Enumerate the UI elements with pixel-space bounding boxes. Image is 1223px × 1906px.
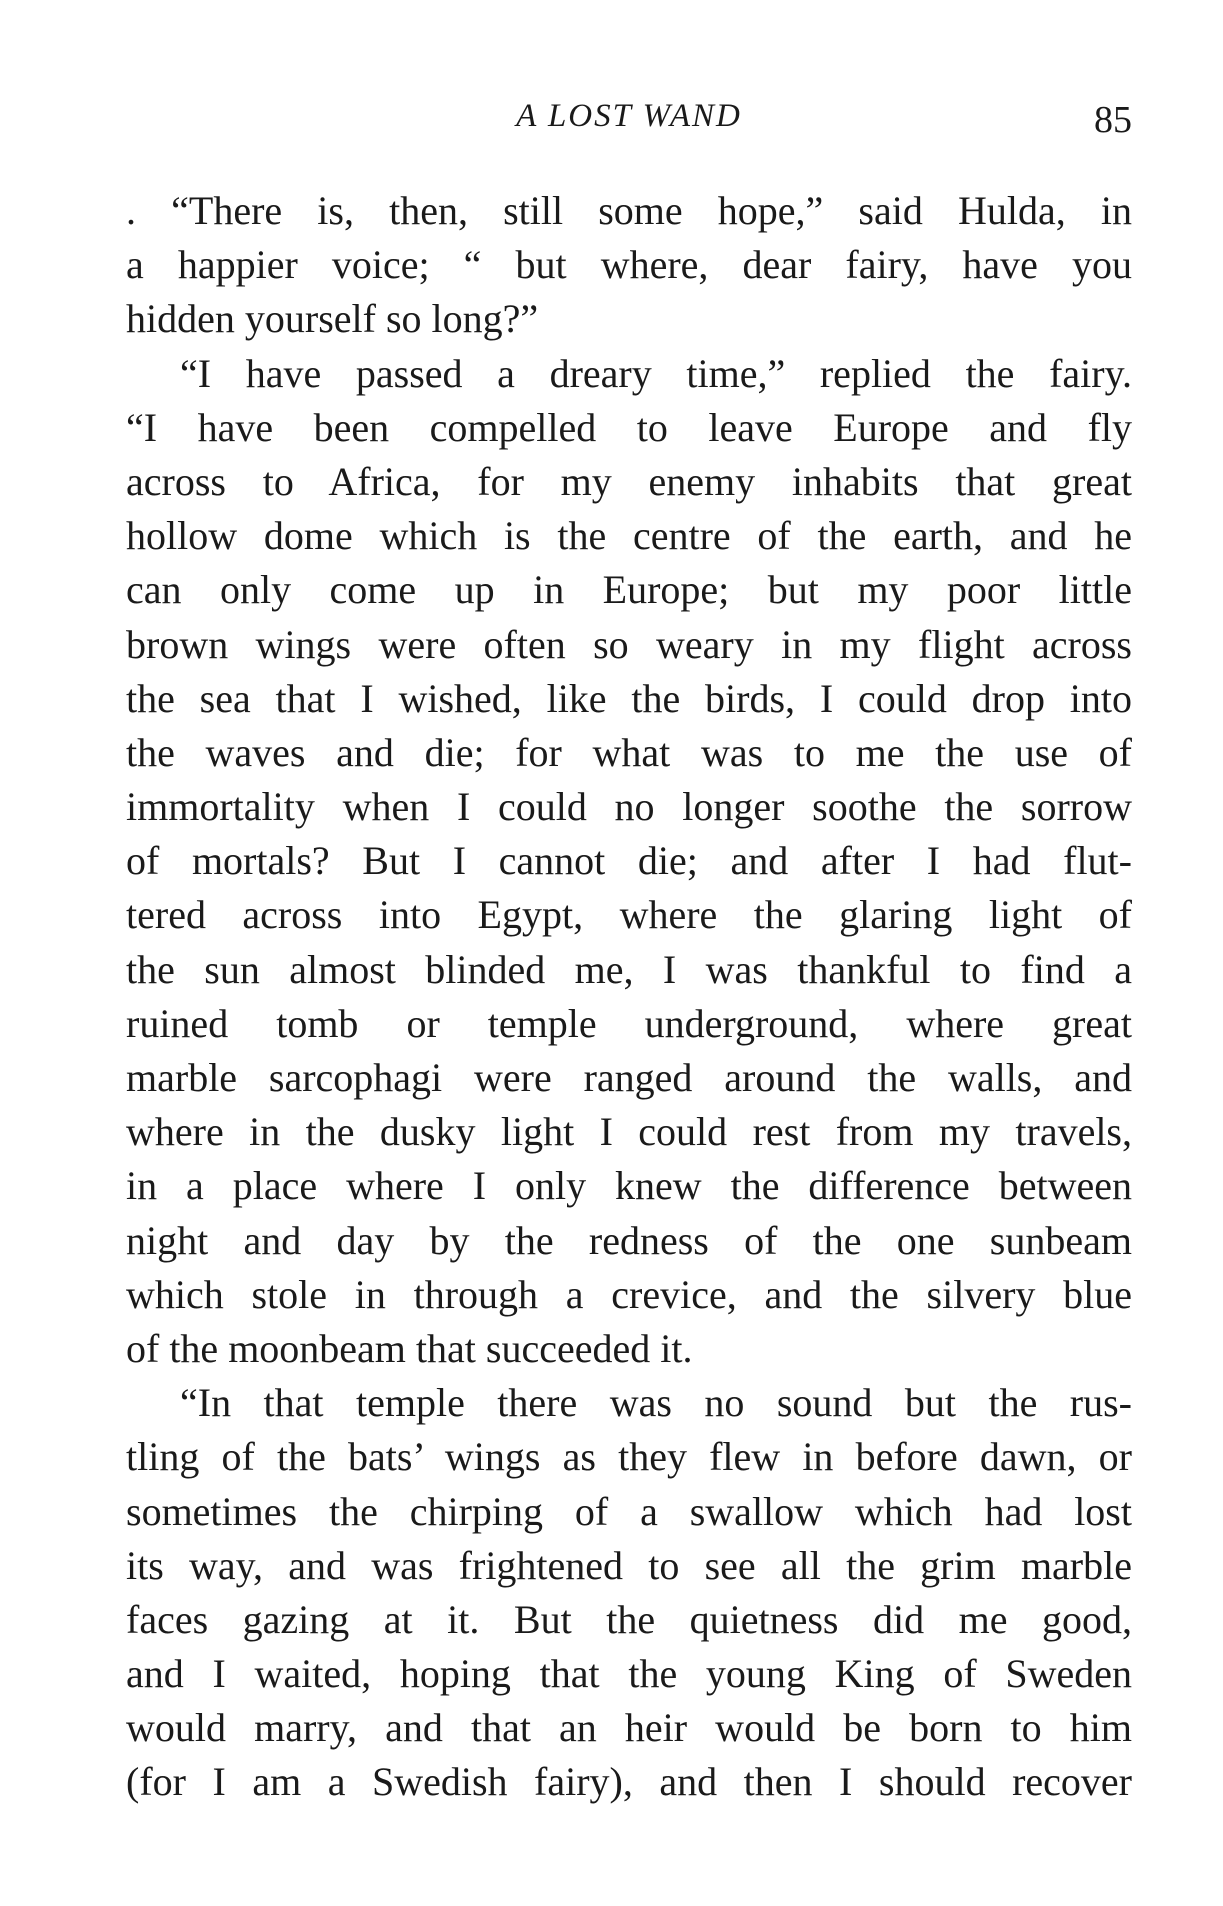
text-line: the waves and die; for what was to me the use of (126, 729, 1132, 775)
text-line: across to Africa, for my enemy inhabits that great (126, 458, 1132, 504)
text-line: . “There is, then, still some hope,” said Hulda, in (126, 188, 1132, 233)
text-line: of mortals? But I cannot die; and after I had flut- (126, 838, 1132, 884)
text-line: immortality when I could no longer soothe the sorrow (126, 784, 1132, 830)
text-line: tered across into Egypt, where the glaring light of (126, 892, 1132, 938)
page-number: 85 (1094, 99, 1132, 141)
text-line: hollow dome which is the centre of the earth, and he (126, 513, 1132, 559)
text-line: where in the dusky light I could rest from my travels, (126, 1109, 1132, 1155)
text-line: “I have been compelled to leave Europe and fly (126, 404, 1132, 450)
text-line: tling of the bats’ wings as they flew in before dawn, or (126, 1434, 1132, 1480)
text-line: and I waited, hoping that the young King of Sweden (126, 1651, 1132, 1697)
text-line: faces gazing at it. But the quietness did me good, (126, 1596, 1132, 1642)
text-line: the sun almost blinded me, I was thankful to find a (126, 946, 1132, 992)
text-line: “In that temple there was no sound but the rus- (180, 1380, 1132, 1426)
text-line: night and day by the redness of the one sunbeam (126, 1217, 1132, 1263)
text-line: in a place where I only knew the difference between (126, 1163, 1132, 1209)
text-line: would marry, and that an heir would be born to him (126, 1705, 1132, 1751)
running-title: A LOST WAND (516, 98, 742, 134)
text-line: “I have passed a dreary time,” replied the fairy. (180, 350, 1132, 396)
text-line: its way, and was frightened to see all the grim marble (126, 1542, 1132, 1588)
text-line: brown wings were often so weary in my flight across (126, 621, 1132, 667)
text-line: marble sarcophagi were ranged around the walls, and (126, 1055, 1132, 1100)
text-line: hidden yourself so long?” (126, 296, 539, 342)
text-line: a happier voice; “ but where, dear fairy, have you (126, 242, 1132, 288)
text-line: which stole in through a crevice, and the silvery blue (126, 1271, 1132, 1317)
body-text (126, 184, 1132, 1810)
text-line: (for I am a Swedish fairy), and then I should recover (126, 1759, 1132, 1805)
text-line: the sea that I wished, like the birds, I could drop into (126, 675, 1132, 721)
text-line: of the moonbeam that succeeded it. (126, 1325, 693, 1371)
text-line: ruined tomb or temple underground, where great (126, 1000, 1132, 1046)
running-head (126, 98, 1132, 148)
text-line: can only come up in Europe; but my poor little (126, 567, 1132, 613)
text-line: sometimes the chirping of a swallow which had lost (126, 1488, 1132, 1534)
